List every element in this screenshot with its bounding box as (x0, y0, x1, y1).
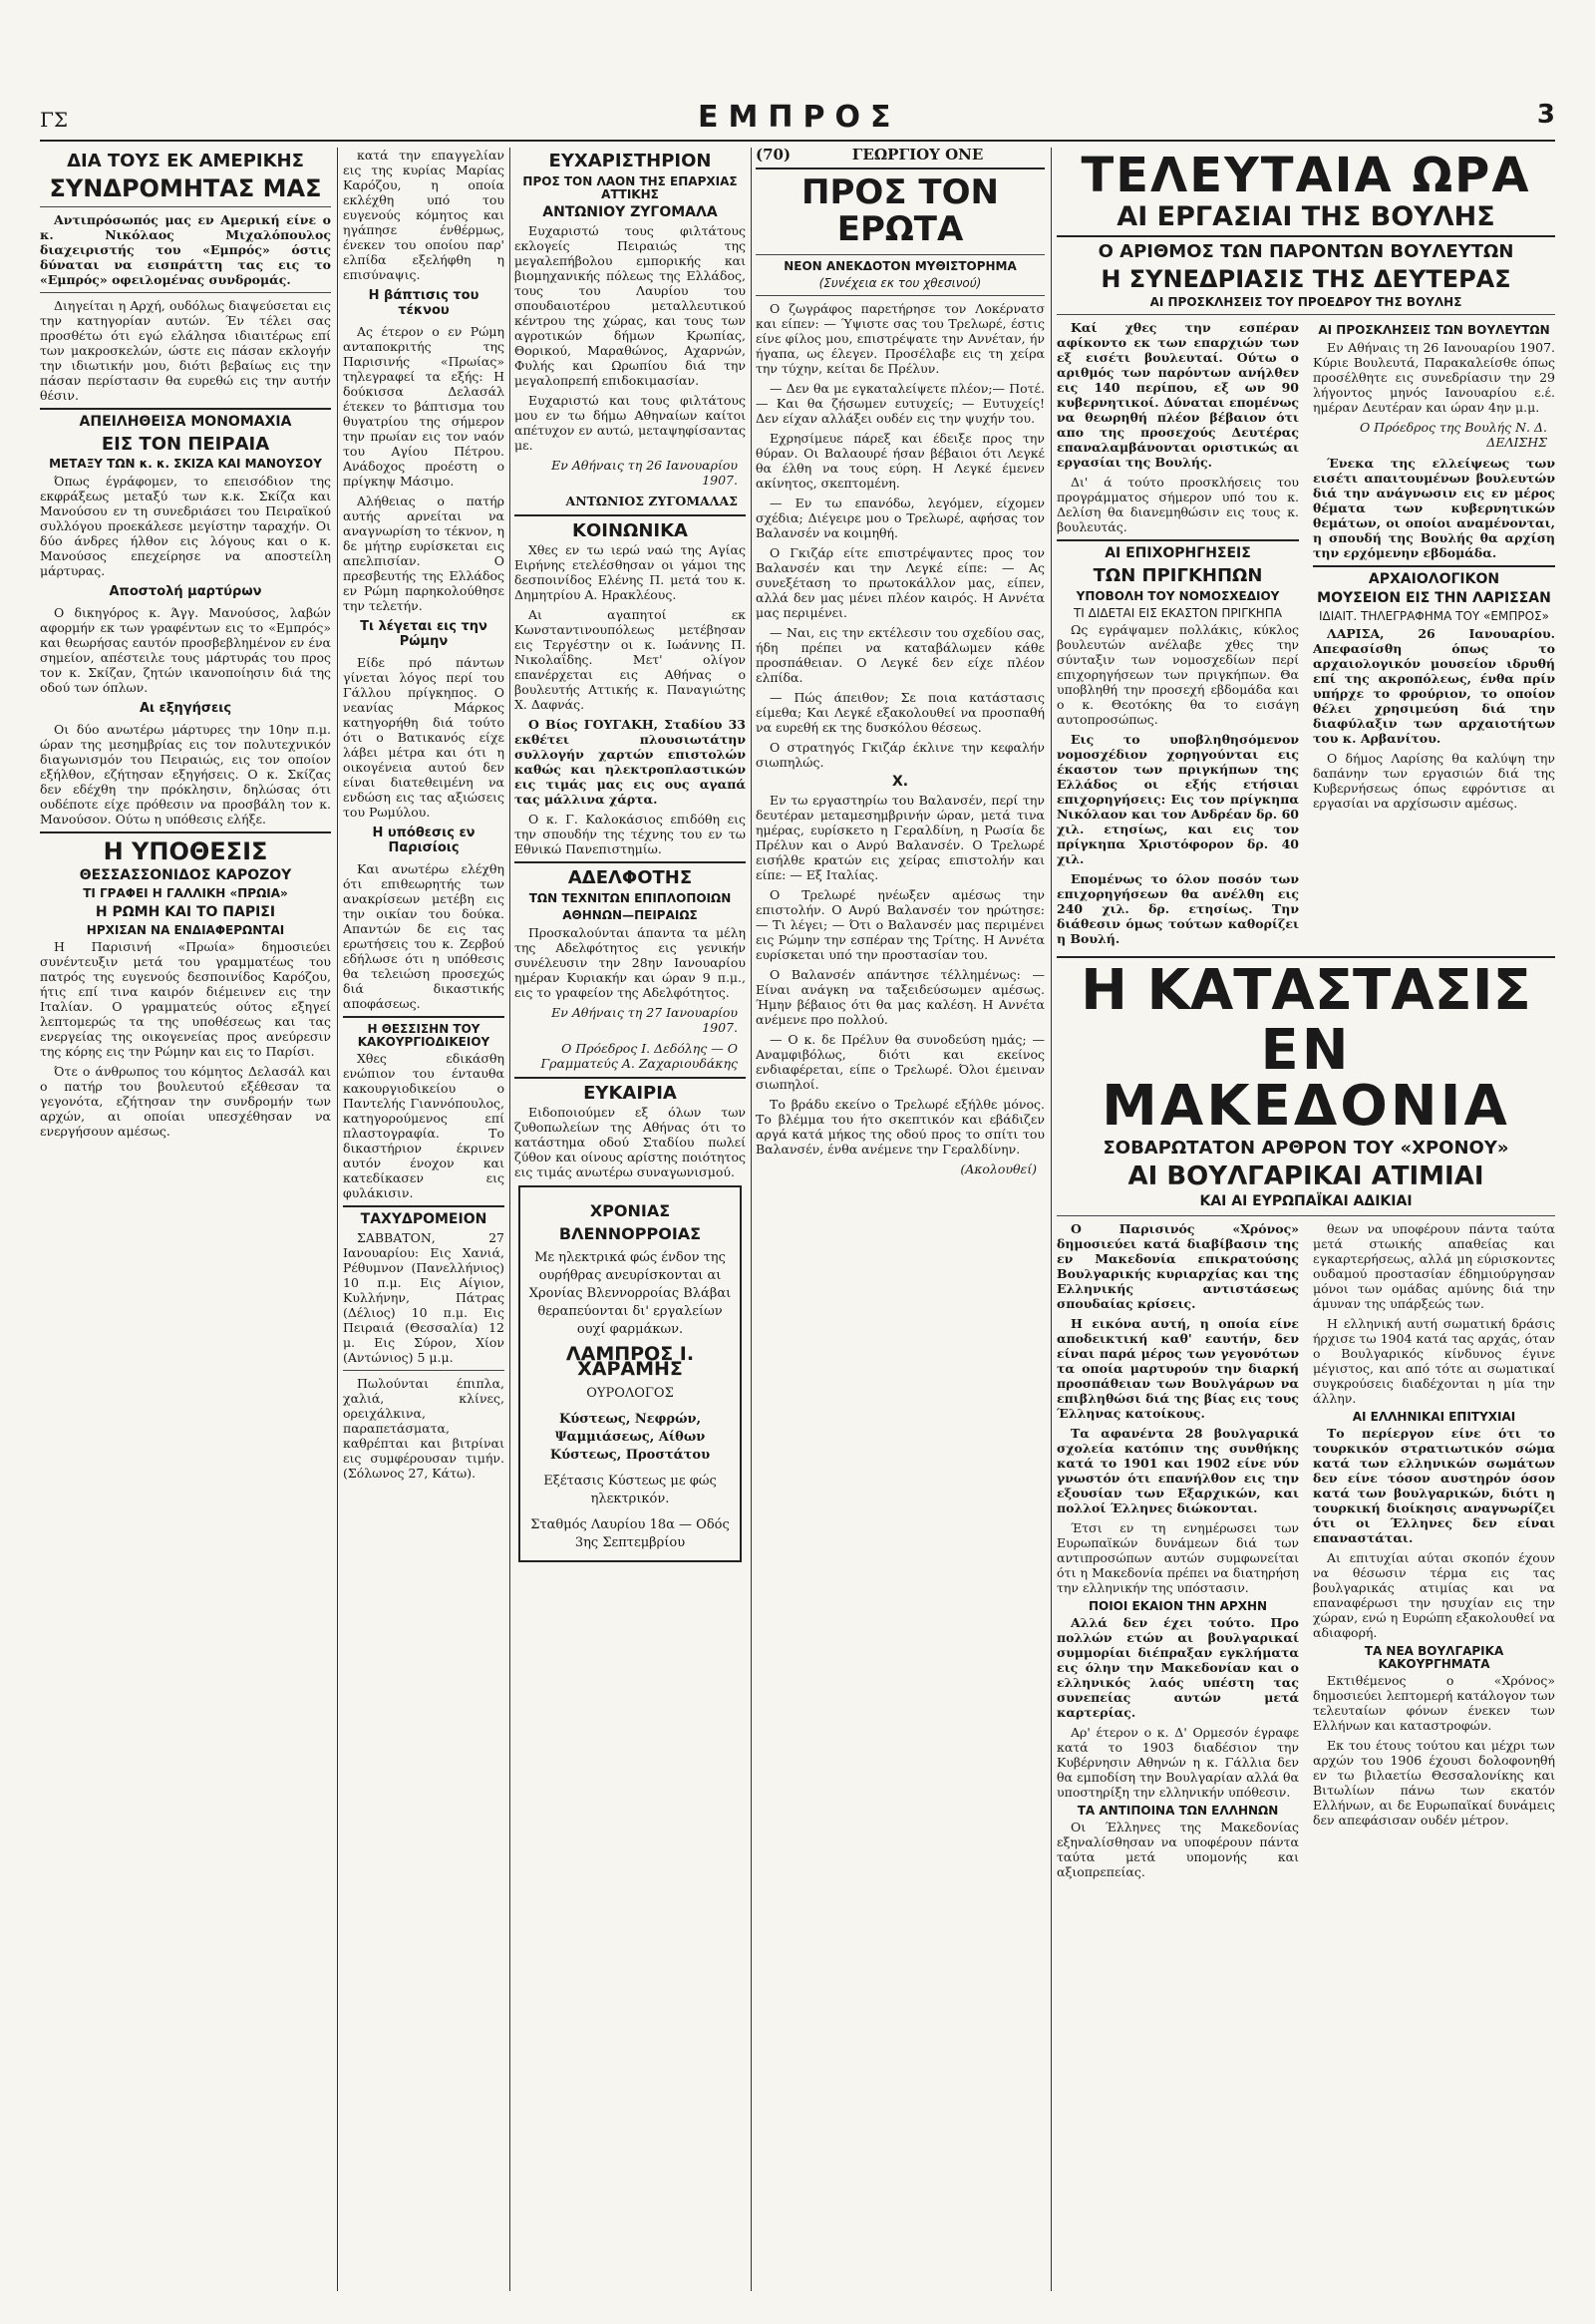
article-paragraph: Οι Έλληνες της Μακεδονίας εξηναλίσθησαν να υποφέρουν πάντα ταύτα μετά υπομονής και αξιοπρεπείας. (1057, 1820, 1299, 1880)
article-paragraph: Αλήθειας ο πατήρ αυτής αρνείται να αναγνωρίση το τέκνον, η δε μήτηρ ευρίσκεται εις απελπισίαν. Ο πρεσβευτής της Ελλάδος εν Ρώμη παρηκολούθησε την τελετήν. (343, 494, 504, 613)
subheading: Αι εξηγήσεις (139, 700, 232, 716)
column-divider (751, 148, 752, 2291)
article-paragraph: Καί χθες την εσπέραν αφίκοντο εκ των επαρχιών των εξ εισέτι βουλευταί. Ούτω ο αριθμός των παρόντων ανήλθεν εις 140 περίπου, εξ ων 90 κυβερνητικοί. Δύναται επομένως να θεωρηθή πλέον βέβαιον ότι απο της προσεχούς Δευτέρας επαναλαμβάνονται οριστικώς αι εργασίαι της Βουλής. (1057, 320, 1299, 471)
article-paragraph: Ευχαριστώ και τους φιλτάτους μου εν τω δήμω Αθηναίων καίτοι απέτυχον εν αυτώ, μεταψηφίσαντας με. (514, 392, 746, 453)
divider (1057, 314, 1555, 315)
headline-article: ΣΟΒΑΡΩΤΑΤΟΝ ΑΡΘΡΟΝ ΤΟΥ «ΧΡΟΝΟΥ» (1103, 1137, 1509, 1159)
ad-doctor-name: ΛΑΜΠΡΟΣ Ι. ΧΑΡΑΜΗΣ (565, 1343, 695, 1381)
article-paragraph: Αι αγαπητοί εκ Κωνσταντινουπόλεως μετέβησαν εις Τεργέστην οι κ. Ιωάννης Π. Νικολαΐδης. Μετ' ολίγον επανέρχεται εις Αθήνας ο βουλευτής Αττικής κ. Παναγιώτης Χ. Δαφνάς. (514, 607, 746, 713)
divider (756, 295, 1045, 296)
post-schedule: ΣΑΒΒΑΤΟΝ, 27 Ιανουαρίου: Εις Χανιά, Ρέθυμνον (Πανελλήνιος) 10 π.μ. Εις Αίγιον, Κυλλήνην, Πάτρας (Δέλιος) 10 π.μ. Εις Πειραιά (Θεσσαλία) 12 μ. Εις Σύρον, Χίον (Αντώνιος) 5 μ.μ. (343, 1229, 504, 1365)
column-divider (509, 148, 510, 2291)
article-paragraph: Τα αφανέντα 28 βουλγαρικά σχολεία κατόπιν της συνθήκης κατά το 1901 και 1902 είνε νύν γνωστόν ότι επανήλθον εις την εξουσίαν των Εξαρχικών, και πολλοί Έλληνες διώκονται. (1057, 1425, 1299, 1515)
chapter-marker: Χ. (891, 774, 909, 791)
novel-paragraph: Ο στρατηγός Γκιζάρ έκλινε την κεφαλήν σιωπηλώς. (756, 740, 1045, 771)
headline-thanks-name: ΑΝΤΩΝΙΟΥ ΖΥΓΟΜΑΛΑ (542, 204, 718, 221)
headline-french-paper: ΤΙ ΓΡΑΦΕΙ Η ΓΑΛΛΙΚΗ «ΠΡΩΙΑ» (83, 886, 288, 901)
headline-archaeology: ΑΡΧΑΙΟΛΟΓΙΚΟΝ (1368, 570, 1500, 587)
macedonia-right (1313, 1221, 1555, 1884)
novel-paragraph: Εν τω εργαστηρίω του Βαλανσέν, περί την δευτέραν μεταμεσημβρινήν ώραν, μετά τινα ημέρας, ευρίσκετο η Γεραλδίνη, η Ρωσία δε Πρέλυν και ο Ανρύ Βαλανσέν. Ο Τρελωρέ εισήλθε κρατών εις χείρας επιστολήν και είπε: — Εξ Ιταλίας. (756, 792, 1045, 882)
article-paragraph: Εκτιθέμενος ο «Χρόνος» δημοσιεύει λεπτομερή κατάλογον των τελευταίων φόνων ένεκεν των Ελλήνων και καταστροφών. (1313, 1673, 1555, 1734)
article-paragraph: Εκ του έτους τούτου και μέχρι των αρχών του 1906 έχουσι δολοφονηθή εν τω βιλαετίω Θεσσαλονίκης και Βιτωλίων πάνω των εκατόν Ελλήνων, αι δε Ευρωπαϊκαί δυνάμεις δεν απεφάσισαν ουδέν μέτρον. (1313, 1738, 1555, 1828)
article-paragraph: Εν Αθήναις τη 26 Ιανουαρίου 1907. Κύριε Βουλευτά, Παρακαλείσθε όπως προσέλθητε εις συνεδρίασιν την 29 λήγοντος μηνός Ιανουαρίου ε.έ. ημέραν Δευτέραν και ώραν 4ην μ.μ. (1313, 339, 1555, 415)
subheading: Αποστολή μαρτύρων (109, 583, 262, 599)
divider (756, 254, 1045, 255)
dateline: Εν Αθήναις τη 27 Ιανουαρίου 1907. (551, 1004, 738, 1035)
macedonia-columns (1057, 1221, 1555, 1884)
subheading: Η βάπτισις του τέκνου (368, 288, 479, 318)
article-paragraph: θεων να υποφέρουν πάντα ταύτα μετά στωικής απαθείας και εγκαρτερήσεως, αλλά μη εύρισκοντες ουδαμού προστασίαν έδημιούργησαν μόνοι των ομάδας αμύνης διά την άμυναν της υπάρξεώς των. (1313, 1220, 1555, 1311)
column-divider (1051, 148, 1052, 2291)
novel-paragraph: — Δεν θα με εγκαταλείψετε πλέον;— Ποτέ. — Και θα ζήσωμεν ευτυχείς; — Ευτυχείς! Δεν είχαν αλλάξει ουδέν εις την ψυχήν του. (756, 381, 1045, 427)
headline-macedonia: ΕΝ ΜΑΚΕΔΟΝΙΑ (1102, 1017, 1510, 1139)
headline-duel: ΑΠΕΙΛΗΘΕΙΣΑ ΜΟΝΟΜΑΧΙΑ (79, 414, 292, 431)
article-paragraph: Ειδοποιούμεν εξ όλων των ζυθοπωλείων της Αθήνας ότι το κατάστημα οδού Σταδίου πωλεί ζύθον και οίνους αρίστης ποιότητος εις τιμάς ανωτέρω συναγωνισμού. (514, 1105, 746, 1180)
novel-paragraph: Ο Γκιζάρ είτε επιστρέψαντες προς τον Βαλανσέν και την Λεγκέ είπε: — Ας συνεξέταση το πρωτοκάλλον μας, είπεν, αλλά δεν μας μένει πλέον καιρός. Η Αννέτα μας περιμένει. (756, 545, 1045, 621)
article-paragraph: Η εικόνα αυτή, η οποία είνε αποδεικτική καθ' εαυτήν, δεν είναι παρά μέρος των γεγονότων τα οποία μαρτυρούν την διαρκή προσπάθειαν των Βουλγάρων να επιβληθώσι διά της βίας εις τους Έλληνας κατοίκους. (1057, 1315, 1299, 1421)
divider (1057, 235, 1555, 237)
headline-brotherhood: ΑΔΕΛΦΟΤΗΣ (567, 867, 693, 889)
headline-bulgarian: ΑΙ ΒΟΥΛΓΑΡΙΚΑΙ ΑΤΙΜΙΑΙ (1127, 1161, 1484, 1191)
masthead-left-mark: ΓΣ (40, 108, 69, 132)
novel-paragraph: Ο Τρελωρέ ηνέωξεν αμέσως την επιστολήν. Ο Ανρύ Βαλανσέν τον ηρώτησε: — Τι λέγει; — Ότι ο Βαλανσέν μας περιμένει εις Ρώμην την εσπέραν της Τρίτης. Η Αννέτα ευρίσκεται υπό την προστασίαν του. (756, 886, 1045, 962)
ad-specialties: Κύστεως, Νεφρών, Ψαμμιάσεως, Αίθων Κύστεως, Προστάτου (549, 1412, 711, 1464)
headline-who-burned: ΠΟΙΟΙ ΕΚΑΙΟΝ ΤΗΝ ΑΡΧΗΝ (1088, 1598, 1268, 1613)
divider (1313, 565, 1555, 567)
headline-rome-paris: Η ΡΩΜΗ ΚΑΙ ΤΟ ΠΑΡΙΣΙ (95, 903, 276, 920)
classified-ad: Πωλούνται έπιπλα, χαλιά, κλίνες, ορειχάλκινα, παραπετάσματα, καθρέπται και βιτρίναι εις συμφέρουσαν τιμήν. (Σόλωνος 27, Κάτω). (343, 1375, 504, 1481)
article-paragraph: Ο δικηγόρος κ. Άγγ. Μανούσος, λαβών αφορμήν εκ των γραφέντων εις το «Εμπρός» και θεωρήσας εαυτόν προσβεβλημένον εν ένα σημείον, απέστειλε τους μάρτυράς του προς τον κ. Σκίζαν, ζητών ικανοποίησιν διά της οδού των όπλων. (40, 604, 331, 695)
headline-novel: ΠΡΟΣ ΤΟΝ ΕΡΩΤΑ (801, 172, 999, 250)
divider (1057, 539, 1299, 541)
divider (40, 831, 331, 833)
divider (40, 408, 331, 410)
subscriber-notice: Αντιπρόσωπός μας εν Αμερική είνε ο κ. Νικόλαος Μιχαλόπουλος διαχειριστής του «Εμπρός» όστις δύναται να εισπράττη τας εις το «Εμπρός» οφειλομένας συνδρομάς. (40, 212, 331, 288)
doctor-advertisement (518, 1185, 742, 1562)
continued-note: (Συνέχεια εκ του χθεσινού) (818, 275, 982, 290)
headline-grants: ΑΙ ΕΠΙΧΟΡΗΓΗΣΕΙΣ (1105, 545, 1251, 562)
headline-piraeus: ΕΙΣ ΤΟΝ ΠΕΙΡΑΙΑ (101, 433, 270, 455)
headline-count: Ο ΑΡΙΘΜΟΣ ΤΩΝ ΠΑΡΟΝΤΩΝ ΒΟΥΛΕΥΤΩΝ (1098, 241, 1514, 262)
headline-monday-session: Η ΣΥΝΕΔΡΙΑΣΙΣ ΤΗΣ ΔΕΥΤΕΡΑΣ (1101, 264, 1511, 293)
article-paragraph: Ως εγράψαμεν πολλάκις, κύκλος βουλευτών ανέλαβε χθες την σύνταξιν των νομοσχεδίων περί επιχορηγήσεων των πριγκήπων. Θα υποβληθή την προσεχή εβδομάδα και ο κ. Θεοτόκης θα το εισάγη αυτοπροσώπως. (1057, 621, 1299, 727)
divider (514, 514, 746, 516)
column-3 (514, 148, 746, 2291)
ad-text: Εξέτασις Κύστεως με φώς ηλεκτρικόν. (543, 1474, 717, 1507)
parliament-columns (1057, 320, 1555, 951)
headline-case: Η ΥΠΟΘΕΣΙΣ (103, 836, 268, 865)
novel-paragraph: Το βράδυ εκείνο ο Τρελωρέ εξήλθε μόνος. Το βλέμμα του ήτο σκεπτικόν και εβάδιζεν αργά κατά μήκος της οδού προς το σπίτι του Βαλανσέν, ένθα ανέμενε την Γεραλδίνην. (756, 1096, 1045, 1157)
article-paragraph: Ο Βίος ΓΟΥΓΑΚΗ, Σταδίου 33 εκθέτει πλουσιωτάτην συλλογήν χαρτών επιστολών καθώς και ηλεκτροπλαστικών εις τιμάς μας εις ους αγαπά τας μάλλινα χάρτα. (514, 717, 746, 808)
novel-paragraph: — Εν τω επανόδω, λεγόμεν, είχομεν σχέδια; Διέγειρε μου ο Τρελωρέ, αφήσας τον Βαλανσέν να κοιμηθή. (756, 496, 1045, 541)
headline-greek-successes: ΑΙ ΕΛΛΗΝΙΚΑΙ ΕΠΙΤΥΧΙΑΙ (1352, 1409, 1516, 1424)
column-5 (1057, 148, 1555, 2291)
divider (514, 861, 746, 863)
article-paragraph: Ας έτερον ο εν Ρώμη ανταποκριτής της Παρισινής «Πρωίας» τηλεγραφεί τα εξής: Η δούκισσα Δελασάλ έτεκεν το βάπτισμα του θυγατρίου της σήμερον την πρωίαν εις τον ναόν του Αγίου Πέτρου. Ανάδοχος προέστη ο πρίγκηψ Μάσιμο. (343, 324, 504, 489)
novel-paragraph: — Πώς άπειθον; Σε ποια κατάστασις είμεθα; Και Λεγκέ εξακολουθεί να προσπαθή να ευρεθή εκ της δυσκόλου θέσεως. (756, 690, 1045, 736)
article-paragraph: Επομένως το όλον ποσόν των επιχορηγήσεων θα ανέλθη εις 240 χιλ. δρ. ετησίως. Την διάθεσιν όμως τούτων καθορίζει η Βουλή. (1057, 870, 1299, 946)
article-paragraph: Χθες εν τω ιερώ ναώ της Αγίας Ειρήνης ετελέσθησαν οι γάμοι της δεσποινίδος Ελένης Π. μετά του κ. Δημητρίου Α. Ηρακλέους. (514, 542, 746, 603)
headline-situation: Η ΚΑΤΑΣΤΑΣΙΣ (1081, 957, 1531, 1023)
article-paragraph: Η Παρισινή «Πρωία» δημοσιεύει συνέντευξιν μετά του γραμματέως του πατρός της ευγενούς δεσποινίδος Καρόζου, ήτις επί τινα καιρόν διέμεινεν εις την Ιταλίαν. Ο γραμματεύς ούτος εξηγεί λεπτομερώς τα της υποθέσεως και τας ενεργείας της οικογενείας προς ανεύρεσιν της κόρης εις την Ρώμην και εις το Παρίσι. (40, 939, 331, 1060)
ad-heading: ΒΛΕΝΝΟΡΡΟΙΑΣ (558, 1224, 702, 1244)
headline-princes: ΤΩΝ ΠΡΙΓΚΗΠΩΝ (1093, 564, 1263, 586)
article-paragraph: Η ελληνική αυτή σωματική δράσις ήρχισε τω 1904 κατά τας αρχάς, όταν ο Βουλγαρικός κίνδυνος έγινε μέγιστος, και από τότε αι σωματικαί συγκρούσεις διαδέχονται η μία την άλλην. (1313, 1315, 1555, 1406)
divider (1057, 1215, 1555, 1216)
signature: ΑΝΤΩΝΙΟΣ ΖΥΓΟΜΑΛΑΣ (565, 493, 738, 508)
article-paragraph: Διηγείται η Αρχή, ουδόλως διαψεύσεται εις την κατηγορίαν αυτών. Έν τέλει σας προσθέτω ότι εγώ ελάλησα ιδιαιτέρως επί των μακροσκελών, ώστε εις πάσαν εκλογήν την ιδιωτικήν μου, διότι βεβαίως εις την πάσαν περίστασιν θα ευρεθώ εις την αυτήν θέσιν. (40, 298, 331, 404)
headline-european: ΚΑΙ ΑΙ ΕΥΡΩΠΑΪΚΑΙ ΑΔΙΚΙΑΙ (1199, 1193, 1413, 1210)
headline-post: ΤΑΧΥΔΡΟΜΕΙΟΝ (360, 1211, 487, 1228)
dateline: Εν Αθήναις τη 26 Ιανουαρίου 1907. (551, 457, 738, 488)
article-paragraph: Ο Παρισινός «Χρόνος» δημοσιεύει κατά διαβίβασιν της εν Μακεδονία επικρατούσης Βουλγαρικής κυριαρχίας και της Ελληνικής αντιστάσεως σπουδαίας κρίσεις. (1057, 1220, 1299, 1311)
page-number: 3 (1536, 100, 1555, 130)
article-paragraph: Ο κ. Γ. Καλοκάσιος επιδόθη εις την σπουδήν της τέχνης του εν τω Εθνικώ Πανεπιστημίω. (514, 812, 746, 857)
continued-marker: (Ακολουθεί) (960, 1161, 1037, 1176)
article-paragraph: Χθες εδικάσθη ενώπιον του ένταυθα κακουργιοδικείου ο Παντελής Γιαννόπουλος, κατηγορούμενος επί πλαστογραφία. Το δικαστήριον έκρινεν αυτόν ένοχον και κατεδίκασεν εις φυλάκισιν. (343, 1051, 504, 1201)
serial-header (756, 148, 1045, 163)
article-paragraph: Αι επιτυχίαι αύται σκοπόν έχουν να θέσωσιν τέρμα εις τας βουλγαρικάς ατιμίας και να επαναφέρωσι την ησυχίαν εις την χώραν, ενώ η Ευρώπη εξακολουθεί να αδιαφορή. (1313, 1549, 1555, 1640)
subheading: Η υπόθεσις εν Παρισίοις (372, 826, 476, 855)
column-divider (337, 148, 338, 2291)
article-paragraph: Ευχαριστώ τους φιλτάτους εκλογείς Πειραιώς της μεγαλεπήβολου εμπορικής και βιομηχανικής πόλεως της Ελλάδος, τους του Λαυρίου του σπουδαιοτέρου μεταλλευτικού κέντρου της χώρας, και τους των αγροτικών δήμων Κρωπίας, Θορικού, Μαραθώνος, Αχαρνών, Φυλής και Ωρωπίου διά την μεγαλοπρεπή επιδοκιμασίαν. (514, 222, 746, 388)
article-paragraph: ΛΑΡΙΣΑ, 26 Ιανουαρίου. Απεφασίσθη όπως το αρχαιολογικόν μουσείον ιδρυθή επί της ακροπόλεως, ένθα πρίν υπήρχε το φρούριον, το οποίον θέλει χρησιμεύση διά την διαφύλαξιν των αρχαιοτήτων του κ. Αρβανίτου. (1313, 625, 1555, 746)
headline-last-hour: ΤΕΛΕΥΤΑΙΑ ΩΡΑ (1081, 148, 1531, 203)
headline-new-crimes: ΤΑ ΝΕΑ ΒΟΥΛΓΑΡΙΚΑ ΚΑΚΟΥΡΓΗΜΑΤΑ (1364, 1643, 1504, 1672)
divider (756, 167, 1045, 169)
article-paragraph: Οι δύο ανωτέρω μάρτυρες την 10ην π.μ. ώραν της μεσημβρίας εις τον πολυτεχνικόν διαγωνισμόν του Πειραιώς, εις τον οποίον εξήλθον, εζήτησαν εξηγήσεις. Ο κ. Σκίζας δεν εδέχθη την πρόκλησιν, δηλώσας ότι ουδέποτε είχε πρόθεσιν να προσβάλη τον κ. Μανούσον. Ούτω η υπόθεσις ελήξε. (40, 721, 331, 827)
ad-address: Σταθμός Λαυρίου 18α — Οδός 3ης Σεπτεμβρίου (530, 1517, 730, 1551)
article-paragraph: Δι' ά τούτο προσκλήσεις του προγράμματος σήμερον υπό του κ. Δελίση θα διανεμηθώσιν εις τους κ. βουλευτάς. (1057, 475, 1299, 535)
masthead (40, 100, 1555, 142)
divider (343, 1205, 504, 1207)
novel-paragraph: Ο Βαλανσέν απάντησε τέλλημένως: — Είναι ανάγκη να ταξειδεύσωμεν αμέσως. Ήμην βέβαιος ότι θα μας καλέση. Η Αννέτα ανέμενε προ πολλού. (756, 966, 1045, 1027)
article-paragraph: Αρ' έτερον ο κ. Δ' Ορμεσόν έγραφε κατά το 1903 διαδέσιον την Κυβέρνησιν Αθηνών η κ. Γάλλια δεν θα εμποδίση την Βουλγαρίαν αλλά θα υποστηρίξη την ελληνικήν υπόθεσιν. (1057, 1724, 1299, 1800)
signature: Ο Πρόεδρος Ι. Δεδόλης — Ο Γραμματεύς Α. Ζαχαριουδάκης (540, 1040, 738, 1071)
parliament-right (1313, 320, 1555, 951)
divider (343, 1370, 504, 1371)
article-paragraph: Προσκαλούνται άπαντα τα μέλη της Αδελφότητος εις γενικήν συνέλευσιν την 28ην Ιανουαρίου ημέραν Κυριακήν και ώραν 9 π.μ., εις το γραφείον της Αδελφότητος. (514, 924, 746, 1000)
article-paragraph: Όπως έγράφομεν, το επεισόδιον της εκφράξεως μεταξύ των κ.κ. Σκίζα και Μανούσου εν τη συνεδριάσει του Πειραϊκού συλλόγου προεκάλεσε μεγίστην ταραχήν. Οι δύο άνδρες ήλθον εις λόγους και ο κ. Μανούσος επεχείρησε να αποστείλη μάρτυρας. (40, 473, 331, 578)
article-paragraph: Το περίεργον είνε ότι το τουρκικόν στρατιωτικόν σώμα κατά των ελληνικών σωμάτων δεν είνε τόσον αυστηρόν όσον κατά των βουλγαρικών, διότι η τουρκική διοίκησις αναγνωρίζει ότι οι Έλληνες δεν είναι επαναστάται. (1313, 1425, 1555, 1545)
article-paragraph: Ότε ο άνθρωπος του κόμητος Δελασάλ και ο πατήρ του βουλευτού εξέθεσαν τα γεγονότα, εζήτησαν την συνδρομήν των αρχών, αι οποίαι υπεσχέθησαν να ενεργήσουν αμέσως. (40, 1064, 331, 1140)
ad-text: Με ηλεκτρικά φώς ένδον της ουρήθρας ανευρίσκονται αι Χρονίας Βλεννορροίας Βλάβαι θεραπεύονται δι' εργαλείων ουχί φαρμάκων. (528, 1250, 732, 1338)
subheading: Τι λέγεται εις την Ρώμην (360, 619, 487, 649)
article-paragraph: Ο δήμος Λαρίσης θα καλύψη την δαπάνην των εργασιών διά της Κυβερνήσεως όπως εφρόντισε αι εργασίαι να αρχίσωσιν αμέσως. (1313, 750, 1555, 811)
novel-paragraph: — Ναι, εις την εκτέλεσιν του σχεδίου σας, ήδη πρέπει να καταβάλωμεν κάθε προσπάθειαν. Ο Λεγκέ δεν είχε πλέον ελπίδα. (756, 625, 1045, 686)
headline-thanks-sub: ΠΡΟΣ ΤΟΝ ΛΑΟΝ ΤΗΣ ΕΠΑΡΧΙΑΣ ΑΤΤΙΚΗΣ (522, 173, 738, 201)
headline-social: ΚΟΙΝΩΝΙΚΑ (572, 519, 688, 541)
column-4 (756, 148, 1045, 2291)
headline-novel-sub: ΝΕΟΝ ΑΝΕΚΔΟΤΟΝ ΜΥΘΙΣΤΟΡΗΜΑ (784, 258, 1017, 273)
serial-author: ΓΕΩΡΓΙΟΥ ΟΝΕ (851, 148, 984, 164)
article-paragraph: Και ανωτέρω ελέχθη ότι επιθεωρητής των ανακρίσεων μετέβη εις την οικίαν του δούκα. Απαντών δε εις τας ερωτήσεις του κ. Ζερβού εδήλωσε ότι η υπόθεσις θα τελειώση προσεχώς διά δικαστικής αποφάσεως. (343, 861, 504, 1011)
ad-heading: ΧΡΟΝΙΑΣ (589, 1201, 671, 1221)
divider (40, 206, 331, 207)
headline-america: ΔΙΑ ΤΟΥΣ ΕΚ ΑΜΕΡΙΚΗΣ (67, 151, 304, 171)
headline-opportunity: ΕΥΚΑΙΡΙΑ (583, 1082, 677, 1104)
headline-case-name: ΘΕΣΣΑΣΣΟΝΙΔΟΣ ΚΑΡΟΖΟΥ (79, 866, 292, 883)
article-paragraph: Ένεκα της ελλείψεως των εισέτι απαιτουμένων βουλευτών διά την ανάγνωσιν εις εν μέρος θέματα των κυβερνητικών θεμάτων, οι οποίοι αναμένονται, η σπουδή της Βουλής θα αρχίση την ερχόμενην εβδομάδα. (1313, 455, 1555, 560)
article-paragraph: Εις το υποβληθησόμενον νομοσχέδιον χορηγούνται εις έκαστον των πριγκήπων της Ελλάδος οι εξής ετήσιαι επιχορηγήσεις: Εις τον πρίγκηπα Νικόλαον και τον Ανδρέαν δρ. 60 χιλ. ετησίως, και εις τον πρίγκηπα Χριστόφορον δρ. 40 χιλ. (1057, 731, 1299, 866)
serial-number: (70) (756, 148, 792, 164)
headline-thanks: ΕΥΧΑΡΙΣΤΗΡΙΟΝ (548, 151, 712, 171)
article-paragraph: Αλλά δεν έχει τούτο. Προ πολλών ετών αι βουλγαρικαί συμμορίαι διέπραξαν εγκλήματα εις όλην την Μακεδονίαν και ο ελληνικός λαός υπέστη τας συνεπείας αυτών μετά καρτερίας. (1057, 1614, 1299, 1720)
macedonia-left (1057, 1221, 1299, 1884)
signature: Ο Πρόεδρος της Βουλής Ν. Δ. ΔΕΛΙΣΗΣ (1359, 419, 1547, 450)
newspaper-title: ΕΜΠΡΟΣ (698, 100, 901, 135)
divider (343, 1016, 504, 1018)
headline-deputies-invites: ΑΙ ΠΡΟΣΚΛΗΣΕΙΣ ΤΩΝ ΒΟΥΛΕΥΤΩΝ (1318, 323, 1550, 338)
column-2 (343, 148, 504, 2291)
headline-brotherhood-sub: ΤΩΝ ΤΕΧΝΙΤΩΝ ΕΠΙΠΛΟΠΟΙΩΝ (528, 891, 732, 906)
headline-museum: ΜΟΥΣΕΙΟΝ ΕΙΣ ΤΗΝ ΛΑΡΙΣΣΑΝ (1317, 589, 1551, 606)
novel-paragraph: Ο ζωγράφος παρετήρησε τον Λοκέρνατσ και είπεν: — Ύψιστε σας του Τρελωρέ, έστις είνε φίλος μου, επιστρέψατε την Αννέταν, ήν ήγαπα, ως έλεγεν. Προσέλαβε εις τη χείρα την τύχην, κείται δε Πρέλυν. (756, 301, 1045, 377)
novel-paragraph: — Ο κ. δε Πρέλυν θα συνοδεύση ημάς; — Αναμφιβόλως, διότι και εκείνος ενδιαφέρεται, είπε ο Τρελωρέ. Όλοι έμειναν σιωπηλοί. (756, 1031, 1045, 1092)
headline-each-prince: ΤΙ ΔΙΔΕΤΑΙ ΕΙΣ ΕΚΑΣΤΟΝ ΠΡΙΓΚΗΠΑ (1073, 605, 1283, 620)
headline-parliament: ΑΙ ΕΡΓΑΣΙΑΙ ΤΗΣ ΒΟΥΛΗΣ (1116, 201, 1495, 232)
headline-subscribers: ΣΥΝΔΡΟΜΗΤΑΣ ΜΑΣ (49, 173, 322, 202)
headline-telegram: ΙΔΙΑΙΤ. ΤΗΛΕΓΡΑΦΗΜΑ ΤΟΥ «ΕΜΠΡΟΣ» (1319, 609, 1549, 624)
headline-brotherhood-city: ΑΘΗΝΩΝ—ΠΕΙΡΑΙΩΣ (562, 908, 698, 923)
article-paragraph: Είδε πρό πάντων γίνεται λόγος περί του Γάλλου πρίγκηπος. Ο νεανίας Μάρκος κατηγορήθη διά τούτο ότι ο Βατικανός είχε λάβει μέτρα και ότι η οικογένεια αυτού δεν είναι διατεθειμένη να ενδώση εις τας αξιώσεις του Ρωμύλου. (343, 655, 504, 820)
headline-interest: ΗΡΧΙΣΑΝ ΝΑ ΕΝΔΙΑΦΕΡΩΝΤΑΙ (86, 922, 285, 937)
divider (514, 1077, 746, 1079)
novel-paragraph: Εχρησίμευε πάρεξ και έδειξε προς την θύραν. Οι Βαλαουρέ ήσαν βέβαιοι ότι Λεγκέ θα έλθη να τους εύρη. Η Λεγκέ έμενεν ακίνητος, σκεπτομένη. (756, 431, 1045, 492)
divider (40, 292, 331, 293)
article-paragraph: Έτσι εν τη ενημέρωσει των Ευρωπαϊκών δυνάμεων διά των αντιπροσώπων αυτών συμφωνείται ότι η Μακεδονία πρέπει να διατηρήση την ελληνικήν της υπόστασιν. (1057, 1519, 1299, 1595)
headline-bill: ΥΠΟΒΟΛΗ ΤΟΥ ΝΟΜΟΣΧΕΔΙΟΥ (1076, 588, 1280, 603)
headline-between: ΜΕΤΑΞΥ ΤΩΝ κ. κ. ΣΚΙΖΑ ΚΑΙ ΜΑΝΟΥΣΟΥ (49, 457, 322, 472)
headline-invitations: ΑΙ ΠΡΟΣΚΛΗΣΕΙΣ ΤΟΥ ΠΡΟΕΔΡΟΥ ΤΗΣ ΒΟΥΛΗΣ (1149, 295, 1462, 310)
headline-reprisals: ΤΑ ΑΝΤΙΠΟΙΝΑ ΤΩΝ ΕΛΛΗΝΩΝ (1077, 1803, 1279, 1818)
column-1 (40, 148, 331, 2291)
parliament-left (1057, 320, 1299, 951)
ad-title: ΟΥΡΟΛΟΓΟΣ (586, 1386, 674, 1402)
article-paragraph: κατά την επαγγελίαν εις της κυρίας Μαρίας Καρόζου, η οποία εκλέχθη υπό του ευγενούς κόμητος και ηγάπησε ένθέρμως, ένεκεν του οποίου παρ' ελπίδα εξελήφθη η επισύναψις. (343, 148, 504, 282)
headline-court: Η ΘΕΣΣΙΣΗΝ ΤΟΥ ΚΑΚΟΥΡΓΙΟΔΙΚΕΙΟΥ (357, 1022, 490, 1050)
